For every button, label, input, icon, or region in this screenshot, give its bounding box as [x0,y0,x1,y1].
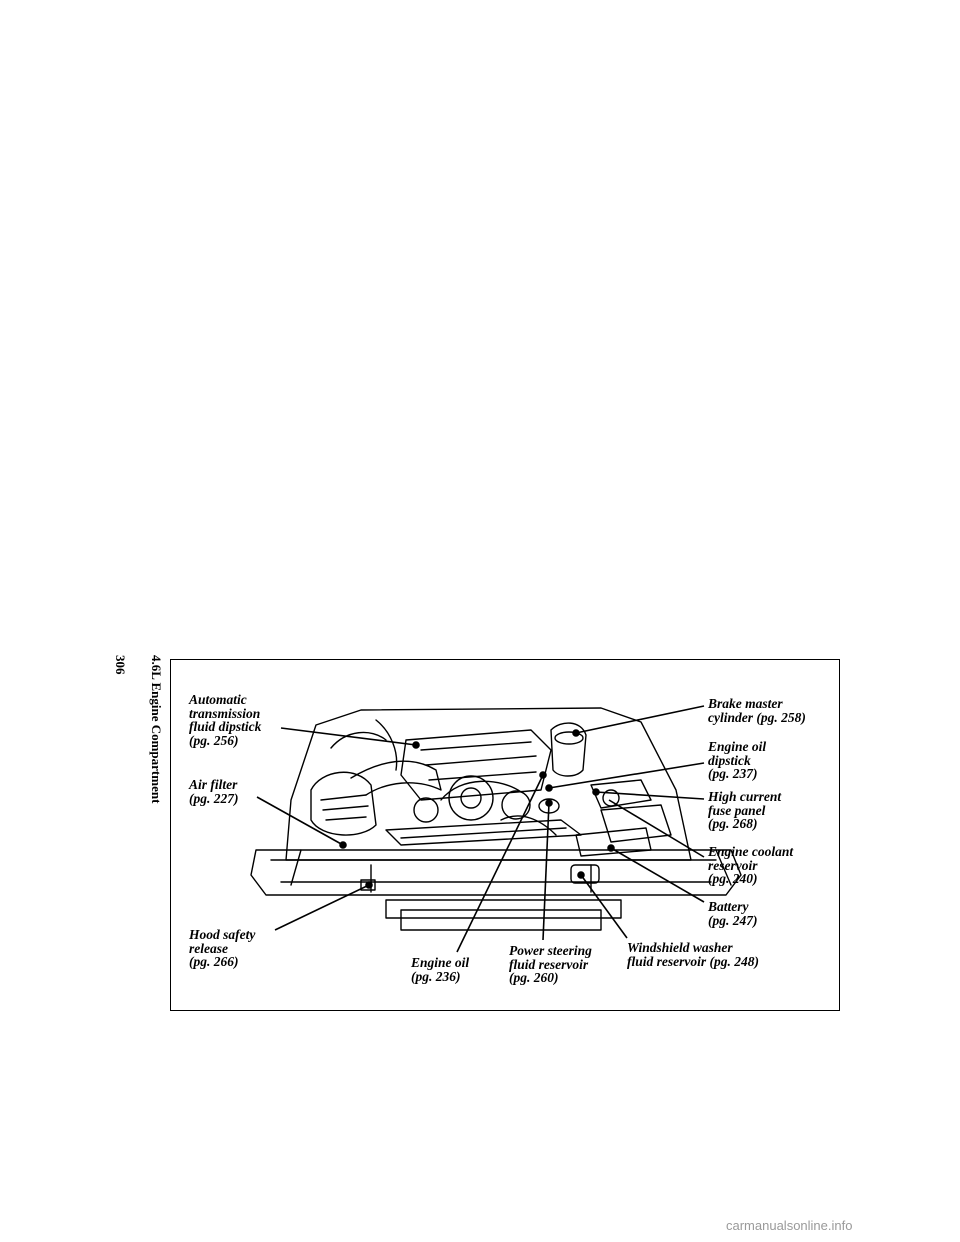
air-filter-box [311,772,376,835]
engine-compartment-figure [170,659,840,1011]
label-coolant-reservoir: Engine coolant reservoir (pg. 240) [708,844,794,886]
label-engine-oil: Engine oil (pg. 236) [411,955,470,984]
label-air-filter: Air filter (pg. 227) [189,777,239,806]
page-number [108,655,128,695]
lower-grille [401,910,601,930]
label-oil-dipstick: Engine oil dipstick (pg. 237) [708,739,767,781]
label-fuse-panel: High current fuse panel (pg. 268) [708,789,782,831]
label-battery: Battery (pg. 247) [708,899,758,928]
watermark: carmanualsonline.info [726,1218,853,1233]
page-number-text: 306 [113,655,128,675]
label-power-steering: Power steering fluid reservoir (pg. 260) [509,943,592,985]
coolant-reservoir [601,805,671,842]
label-brake-master: Brake master cylinder (pg. 258) [708,696,806,725]
brake-master [551,723,586,776]
label-washer-reservoir: Windshield washer fluid reservoir (pg. 248) [627,940,759,969]
section-title: 4.6L Engine Compartment [149,655,164,804]
label-hood-safety-release: Hood safety release (pg. 266) [189,927,256,969]
label-atf-dipstick: Automatic transmission fluid dipstick (pg. 256) [189,692,262,748]
section-header [142,655,164,955]
